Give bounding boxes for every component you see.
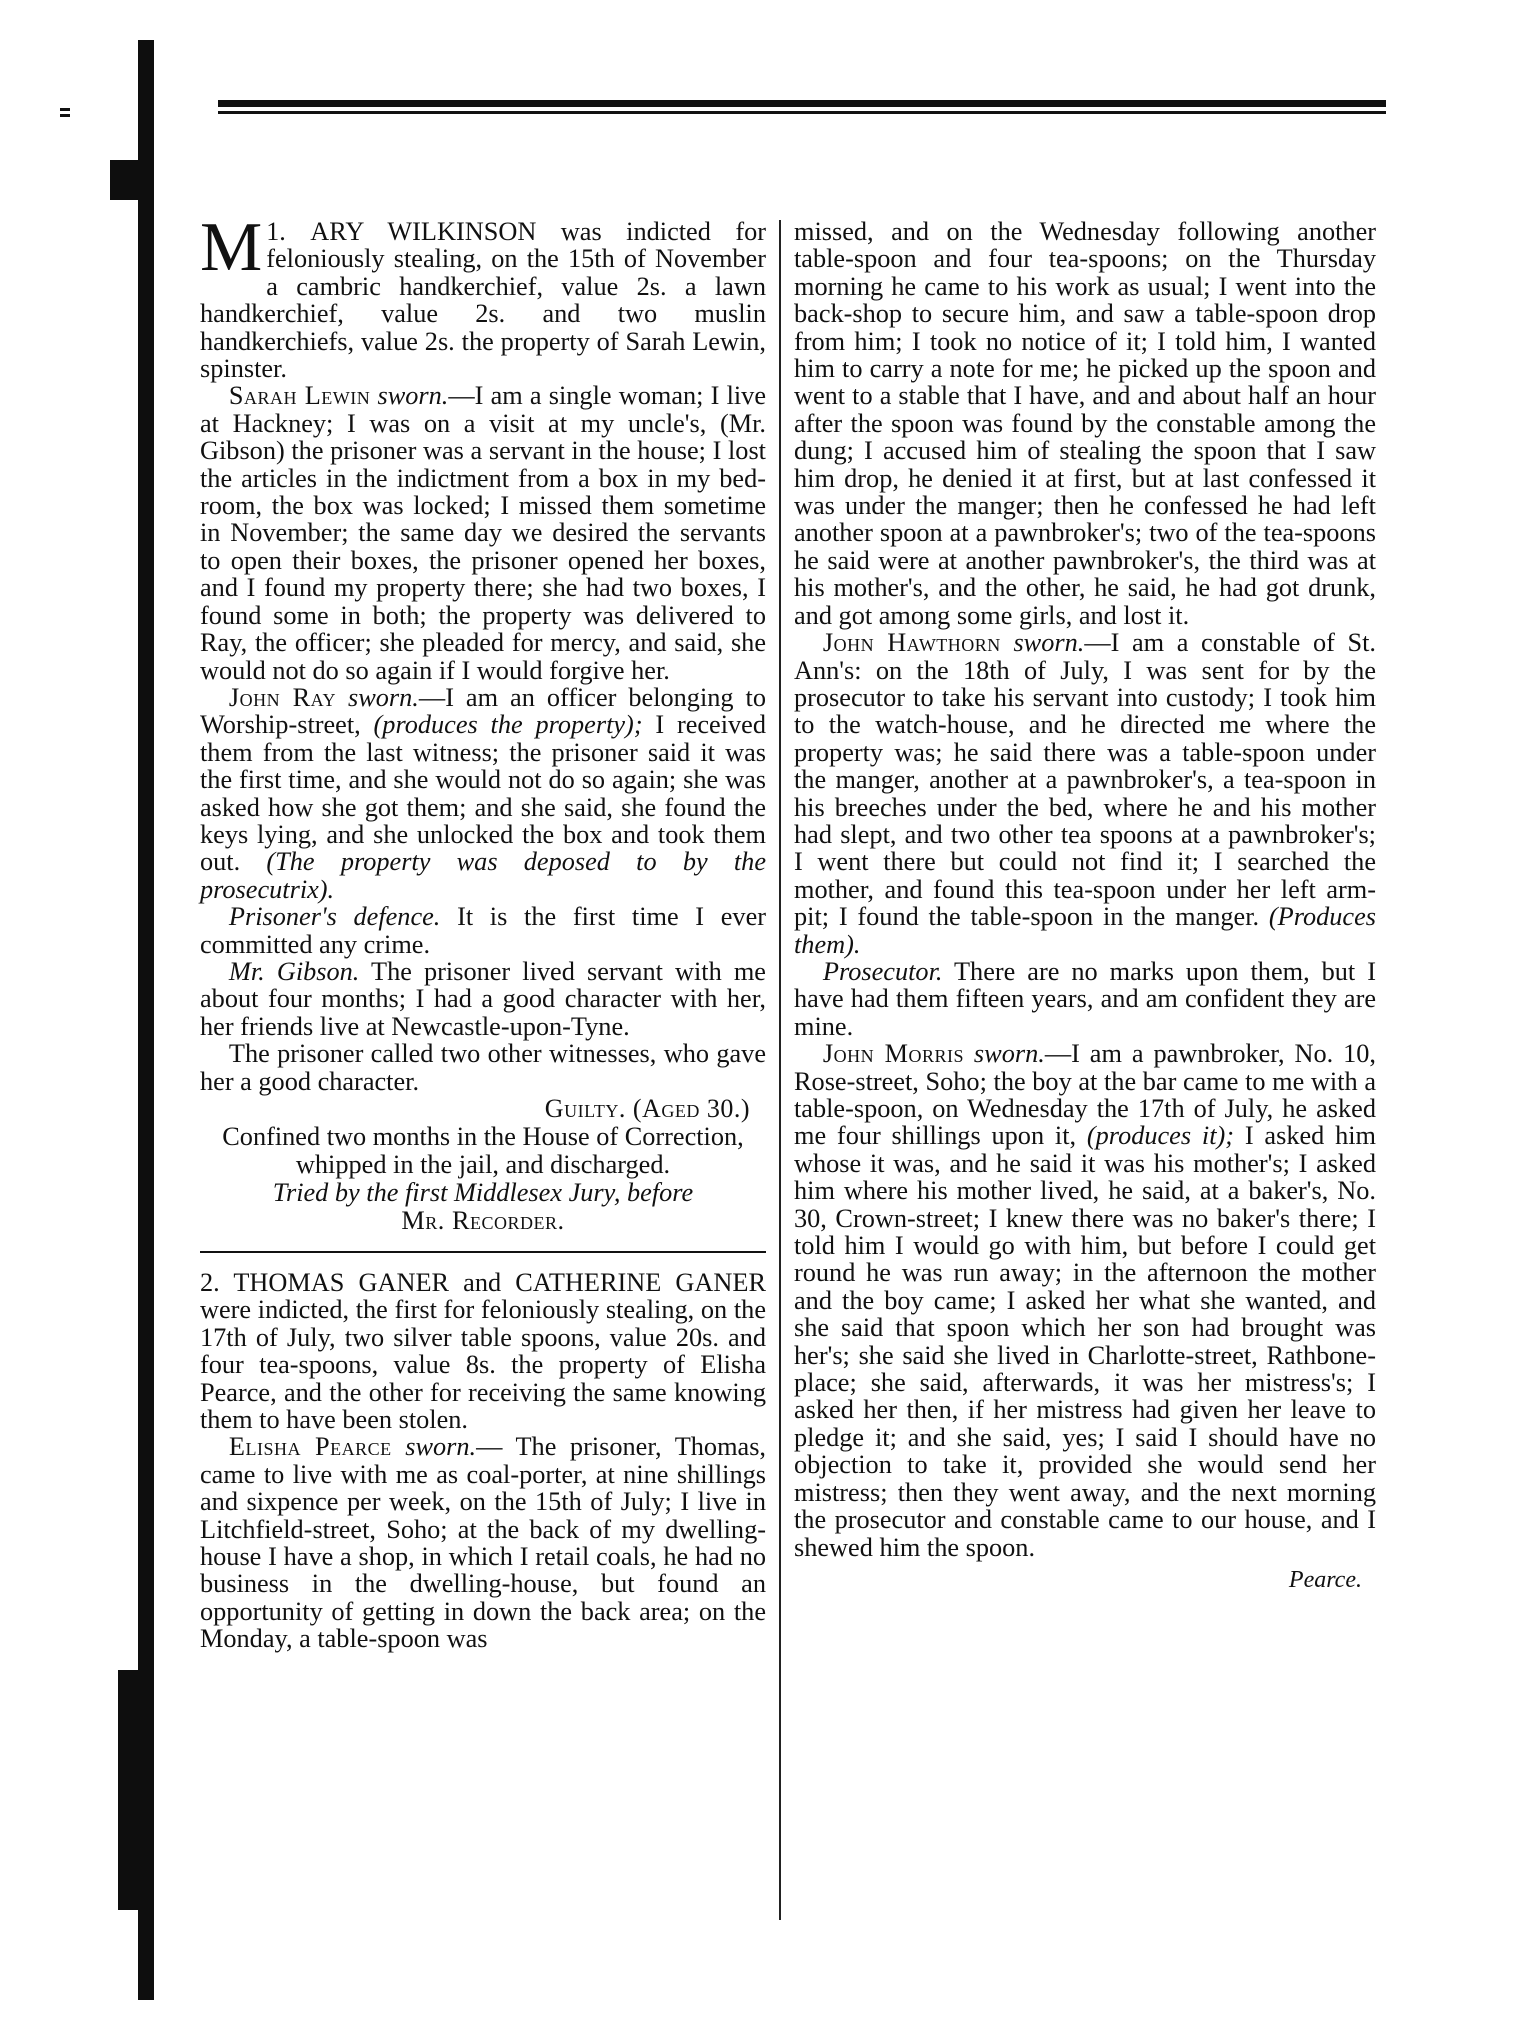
defence-text: It is the first time I ever committed any crime. <box>200 902 766 959</box>
sentence: Confined two months in the House of Correction, whipped in the jail, and discharged. <box>222 1122 744 1179</box>
verdict: Guilty. (Aged 30.) <box>544 1094 750 1123</box>
prisoner-defence <box>200 903 766 958</box>
indictment-text: ARY WILKINSON was indicted for feloniously stealing, on the 15th of November a cambric handkerchief, value 2s. a lawn handkerchief, value 2s. and two muslin handkerchiefs, value 2s. the property of Sarah Lewin, spinster. <box>200 217 767 384</box>
speaker-label: Prosecutor. <box>822 956 943 986</box>
witness-name: Elisha Pearce <box>228 1432 392 1462</box>
sworn-label: sworn. <box>973 1039 1045 1069</box>
edge-mark <box>60 108 70 111</box>
column-divider <box>779 220 781 1920</box>
testimony-text: —I am a pawnbroker, No. 10, Rose-street, Soho; the boy at the bar came to me with a table-spoon, on Wednesday the 17th of July, he asked me four shillings upon it, <box>794 1039 1377 1151</box>
stage-direction: (Produces them). <box>794 902 1376 959</box>
case-2-indictment: 2. THOMAS GANER and CATHERINE GANER were indicted, the first for feloniously stealing, on the 17th of July, two silver table spoons, value 20s. and four tea-spoons, value 8s. the property of Elisha Pearce, and the other for receiving the same knowing them to have been stolen. <box>200 1268 766 1435</box>
testimony-ray <box>200 684 766 903</box>
testimony-text: The prisoner lived servant with me about four months; I had a good character with her, her friends live at Newcastle-upon-Tyne. <box>200 956 766 1041</box>
sworn-label: sworn. <box>348 682 419 712</box>
testimony-text: — The prisoner, Thomas, came to live with me as coal-porter, at nine shillings and sixpence per week, on the 15th of July; I live in Litchfield-street, Soho; at the back of my dwelling-house I have a shop, in which I retail coals, he had no business in the dwelling-house, but found an opportunity of getting in down the back area; on the Monday, a table-spoon was <box>200 1432 766 1654</box>
testimony-text: —I am a constable of St. Ann's: on the 18th of July, I was sent for by the prosecutor to take his servant into custody; I took him to the watch-house, and he directed me where the property was; he said there was a table-spoon under the manger, another at a pawnbroker's, a tea-spoon in his breeches under the bed, where he and his mother had slept, and two other tea spoons at a pawnbroker's; I went there but could not find it; I searched the mother, and found this tea-spoon under her left arm-pit; I found the table-spoon in the manger. <box>794 628 1376 932</box>
judge: Mr. Recorder. <box>401 1206 565 1235</box>
testimony-gibson <box>200 958 766 1040</box>
edge-mark <box>60 114 70 117</box>
header-rule-thin <box>218 111 1386 114</box>
case-1-indictment <box>200 209 767 384</box>
header-rule-thick <box>218 100 1386 107</box>
witness-name: Sarah Lewin <box>228 381 371 411</box>
defence-label: Prisoner's defence. <box>228 902 441 932</box>
testimony-pearce-continued: missed, and on the Wednesday following another table-spoon and four tea-spoons; on the Thursday morning he came to his work as usual; I went into the back-shop to secure him, and saw a table-spoon drop from him; I took no notice of it; I told him, I wanted him to carry a note for me; he picked up the spoon and went to a stable that I have, and and about half an hour after the spoon was found by the constable among the dung; I accused him of stealing the spoon that I saw him drop, he denied it at first, but at last confessed it was under the manger; then he confessed he had left another spoon at a pawnbroker's; two of the tea-spoons he said were at another pawnbroker's, the third was at his mother's, and the other, he said, he had got drunk, and got among some girls, and lost it. <box>794 217 1376 630</box>
testimony-lewin <box>200 382 766 683</box>
testimony-text: There are no marks upon them, but I have had them fifteen years, and am confident they are mine. <box>794 956 1376 1041</box>
binding-shadow <box>118 1670 154 1910</box>
witness-name: John Morris <box>822 1039 964 1069</box>
testimony-text: —I am an officer belonging to Worship-street, <box>200 682 766 740</box>
case-separator <box>200 1251 766 1253</box>
case-number: 1. <box>266 217 286 246</box>
sworn-label: sworn. <box>1013 628 1085 658</box>
stage-direction: (produces it); <box>1086 1121 1235 1151</box>
stage-direction: (The property was deposed to by the prosecutrix). <box>200 847 766 904</box>
testimony-prosecutor <box>794 958 1376 1040</box>
testimony-text: I asked him whose it was, and he said it was his mother's; I asked him where his mother lived, he said, at a baker's, No. 30, Crown-street; I knew there was no baker's there; I told him I would go with him, but before I could get round he was run away; in the afternoon the mother and the boy came; I asked her what she wanted, and she said that spoon which her son had brought was her's; she said she lived in Charlotte-street, Rathbone-place; she said, afterwards, it was her mistress's; I asked her then, if her mistress had given her leave to pledge it; and she said, yes; I said I should have no objection to take it, provided she would send her mistress; then they went away, and the next morning the prosecutor and constable came to our house, and I shewed him the spoon. <box>794 1121 1376 1562</box>
left-column <box>200 209 767 1654</box>
testimony-morris <box>794 1040 1376 1561</box>
witness-name: John Hawthorn <box>822 628 1001 658</box>
sworn-label: sworn. <box>405 1432 477 1462</box>
binding-shadow-top <box>110 160 140 200</box>
witness-name: John Ray <box>228 682 337 712</box>
testimony-text: I received them from the last witness; the prisoner said it was the first time, and she would not do so again; she was asked how she got them; and she said, she found the keys lying, and she unlocked the box and took them out. <box>200 710 767 877</box>
right-column <box>794 218 1376 1594</box>
speaker-label: Mr. Gibson. <box>228 956 360 986</box>
tried-by: Tried by the first Middlesex Jury, before <box>272 1178 694 1207</box>
drop-cap: M <box>200 209 263 286</box>
character-witnesses: The prisoner called two other witnesses, who gave her a good character. <box>200 1039 766 1096</box>
sworn-label: sworn. <box>377 381 449 411</box>
catchword: Pearce. <box>1288 1566 1362 1593</box>
testimony-hawthorn <box>794 629 1376 958</box>
testimony-pearce <box>200 1433 766 1652</box>
testimony-text: —I am a single woman; I live at Hackney; I was on a visit at my uncle's, (Mr. Gibson) the prisoner was a servant in the house; I lost the articles in the indictment from a box in my bed-room, the box was locked; I missed them sometime in November; the same day we desired the servants to open their boxes, the prisoner opened her boxes, and I found my property there; she had two boxes, I found some in both; the property was delivered to Ray, the officer; she pleaded for mercy, and said, she would not do so again if I would forgive her. <box>200 381 767 685</box>
stage-direction: (produces the property); <box>373 710 643 740</box>
